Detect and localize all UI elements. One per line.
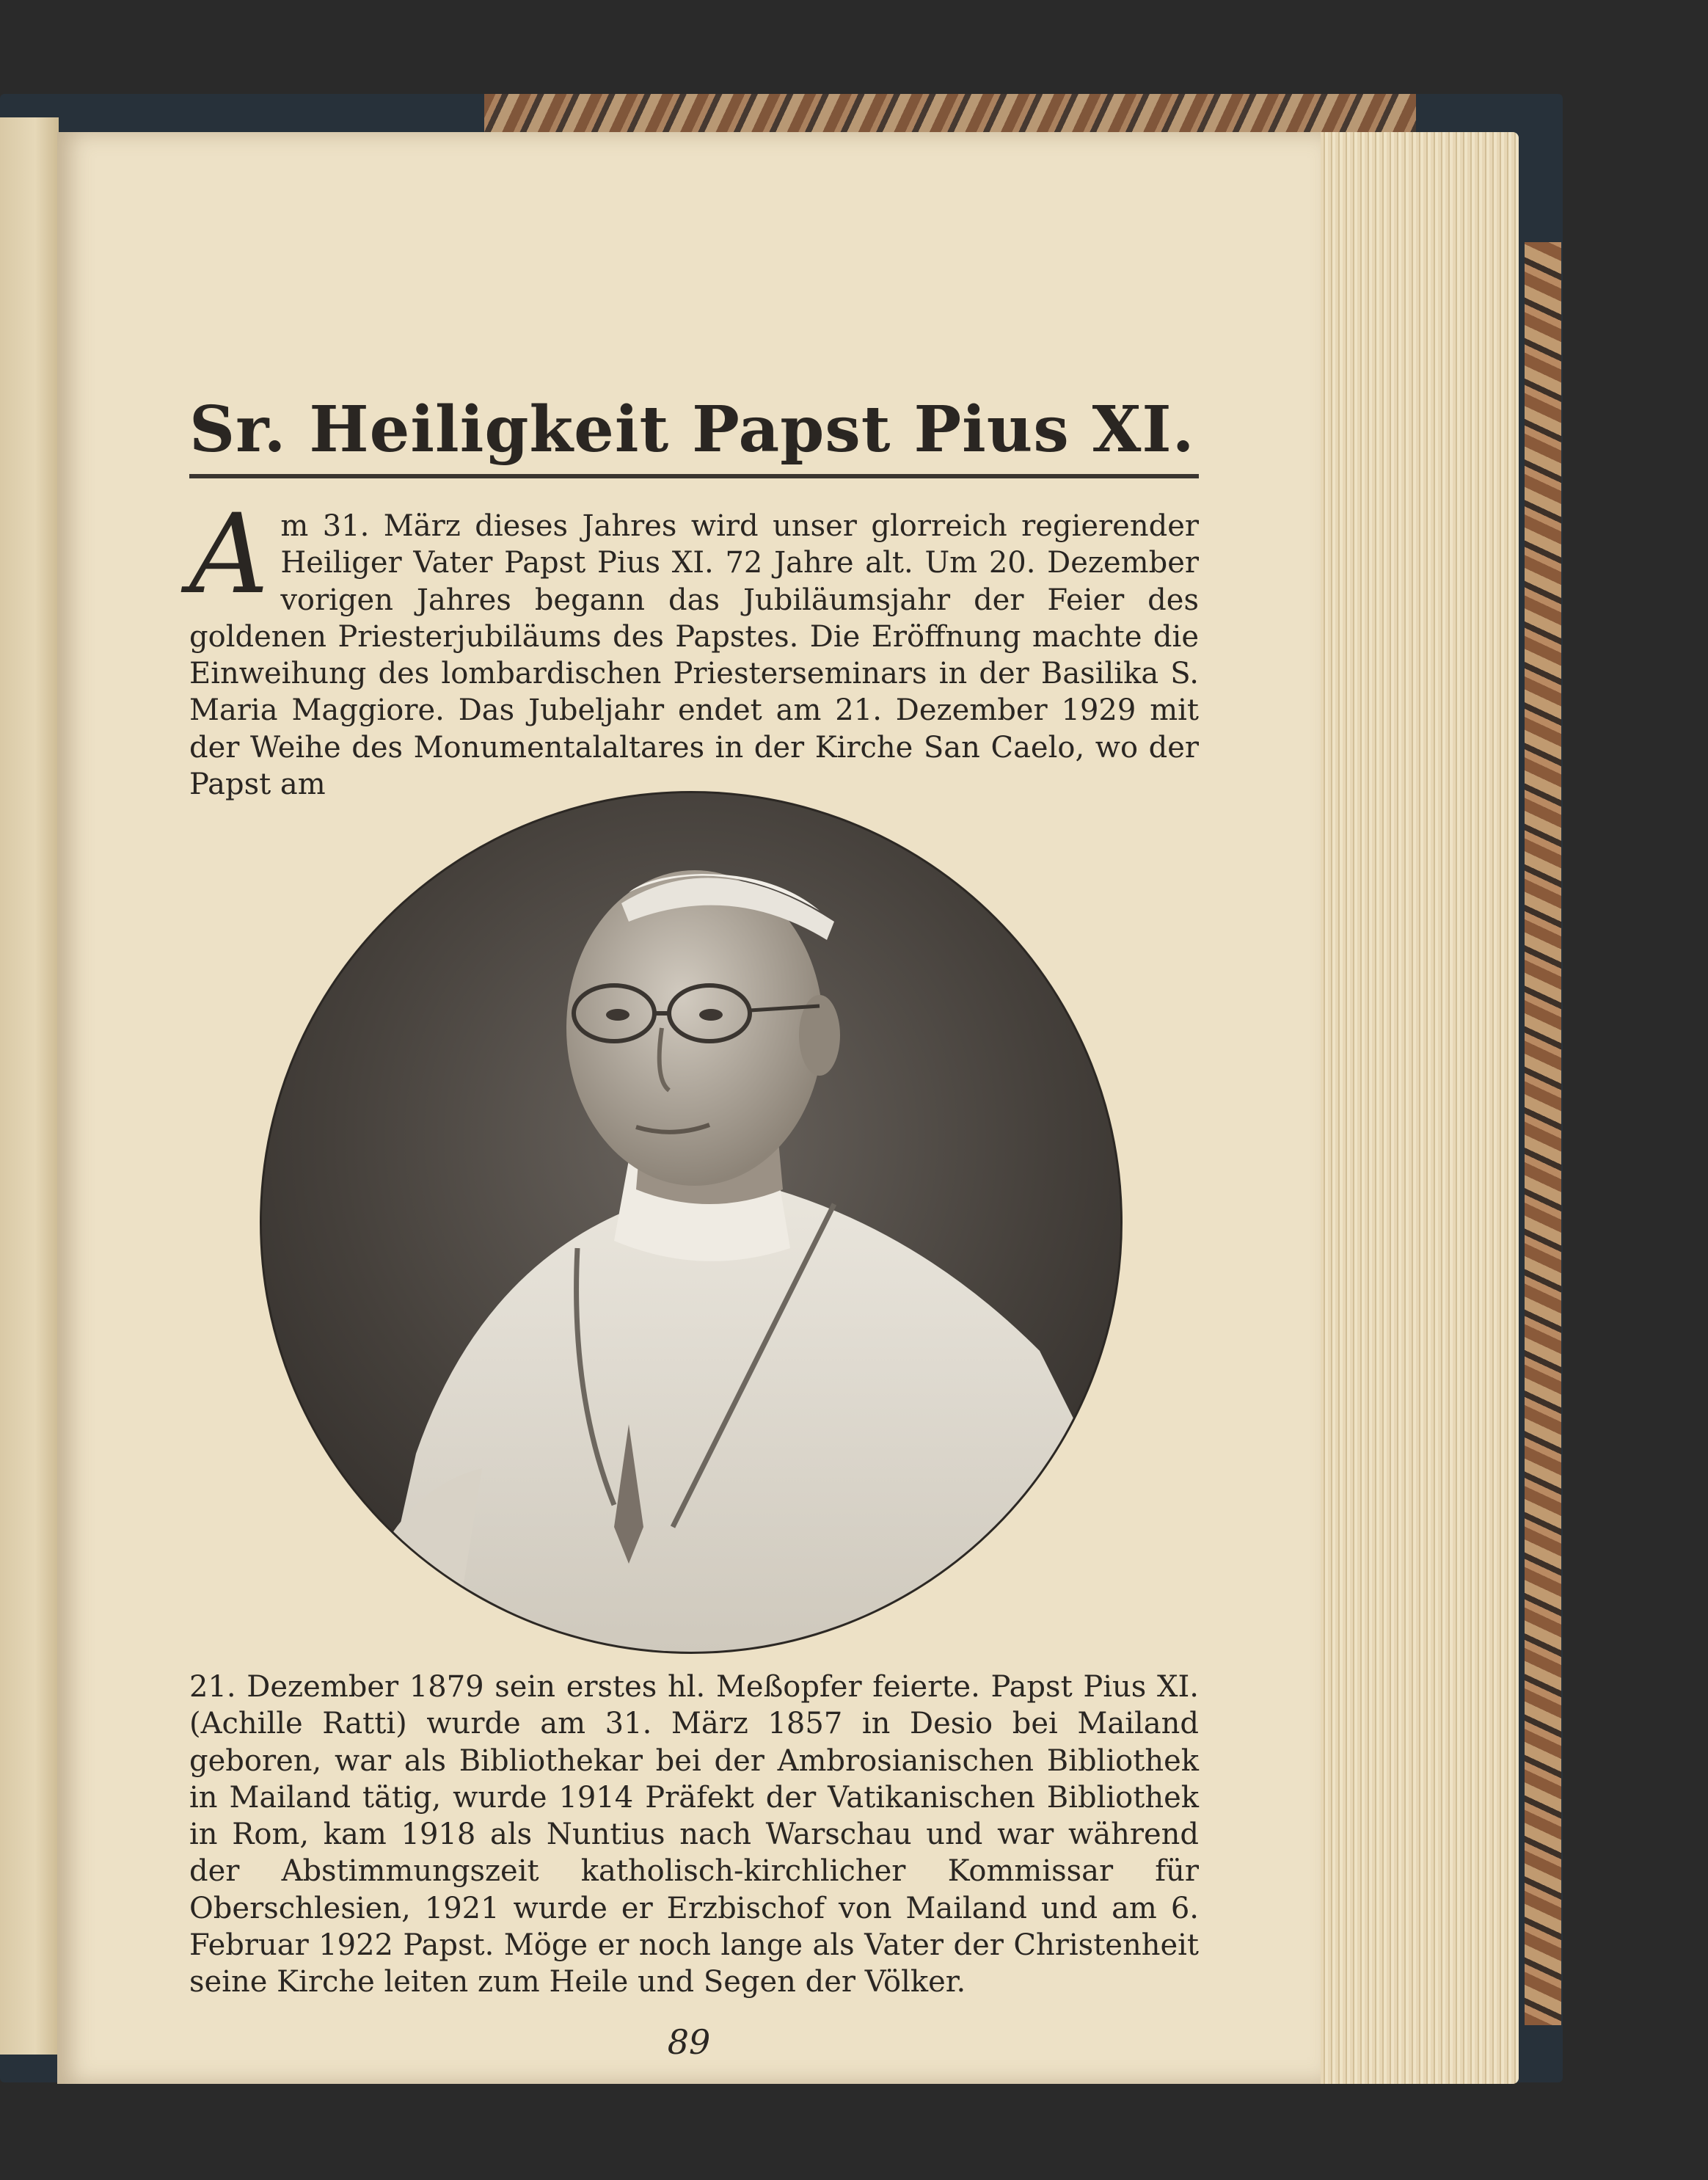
page-title: Sr. Heiligkeit Papst Pius XI. [189,393,1195,467]
marbled-cover-right [1525,242,1561,2025]
portrait-illustration [262,793,1120,1652]
title-rule [189,474,1199,478]
page-number: 89 [667,2022,711,2062]
page-block-edges [1321,132,1519,2084]
drop-cap: A [189,491,269,619]
facing-page-edge [0,117,59,2055]
marbled-cover-top [484,94,1416,135]
pope-portrait-image [260,791,1123,1654]
book-page [57,132,1321,2084]
intro-text: m 31. März dieses Jahres wird unser glorreich regierender Heiliger Vater Papst Pius XI. 72 Jahre alt. Um 20. Dezember vorigen Jahres begann das Jubiläumsjahr der Feier des goldenen Priesterjubiläums des Papstes. Die Eröffnung machte die Einweihung des lombardischen Priesterseminars in der Basilika S. Maria Maggiore. Das Jubeljahr endet am 21. Dezember 1929 mit der Weihe des Monumentalaltares in der Kirche San Caelo, wo der Papst am [189,509,1199,802]
intro-paragraph [189,491,1199,803]
biography-paragraph: 21. Dezember 1879 sein erstes hl. Meßopfer feierte. Papst Pius XI. (Achille Ratti) wurde am 31. März 1857 in Desio bei Mailand geboren, war als Bibliothekar bei der Ambrosianischen Bibliothek in Mailand tätig, wurde 1914 Präfekt der Vatikanischen Bibliothek in Rom, kam 1918 als Nuntius nach Warschau und war während der Abstimmungszeit katholisch-kirchlicher Kommissar für Oberschlesien, 1921 wurde er Erzbischof von Mailand und am 6. Februar 1922 Papst. Möge er noch lange als Vater der Christenheit seine Kirche leiten zum Heile und Segen der Völker. [189,1670,1199,1999]
